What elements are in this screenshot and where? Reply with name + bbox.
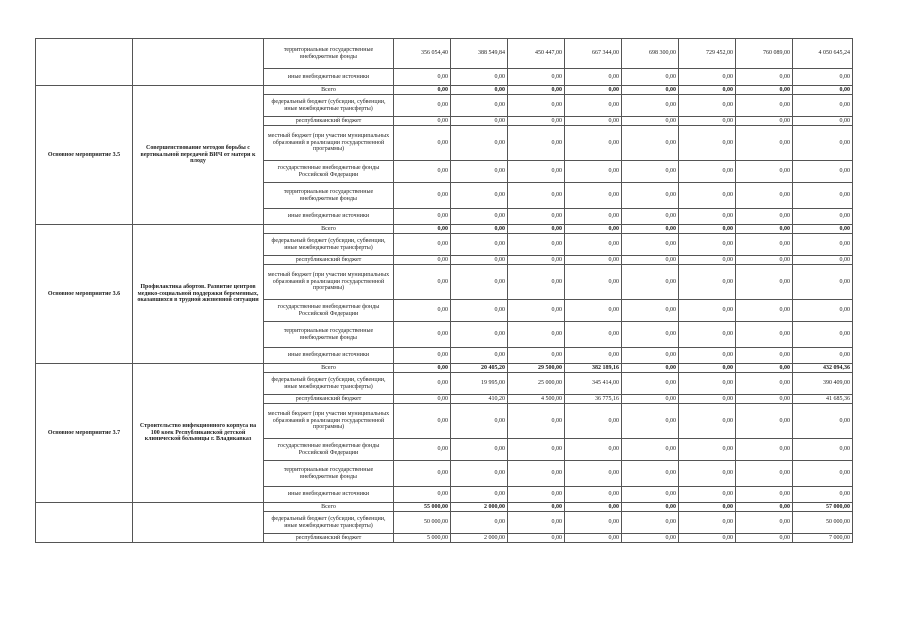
year-value-cell: 0,00 <box>622 117 679 126</box>
year-value-cell: 0,00 <box>451 209 508 225</box>
table-row <box>36 39 853 69</box>
year-value-cell: 0,00 <box>622 95 679 117</box>
year-value-cell: 0,00 <box>451 183 508 209</box>
year-value-cell: 0,00 <box>565 487 622 503</box>
year-value-cell: 2 000,00 <box>451 503 508 512</box>
year-value-cell: 0,00 <box>679 512 736 534</box>
year-value-cell: 0,00 <box>679 265 736 300</box>
year-value-cell: 0,00 <box>736 404 793 439</box>
funding-source-cell: государственные внебюджетные фонды Российской Федерации <box>264 161 394 183</box>
year-value-cell: 0,00 <box>451 322 508 348</box>
year-value-cell: 55 000,00 <box>394 503 451 512</box>
year-value-cell: 0,00 <box>565 225 622 234</box>
year-value-cell: 0,00 <box>736 461 793 487</box>
year-value-cell: 50 000,00 <box>394 512 451 534</box>
year-value-cell: 0,00 <box>508 183 565 209</box>
year-value-cell: 0,00 <box>508 534 565 543</box>
total-value-cell: 41 685,36 <box>793 395 853 404</box>
year-value-cell: 0,00 <box>394 461 451 487</box>
year-value-cell: 667 344,00 <box>565 39 622 69</box>
year-value-cell: 0,00 <box>451 161 508 183</box>
year-value-cell: 0,00 <box>622 86 679 95</box>
year-value-cell: 0,00 <box>736 86 793 95</box>
year-value-cell: 0,00 <box>508 69 565 86</box>
total-value-cell: 0,00 <box>793 126 853 161</box>
year-value-cell: 450 447,00 <box>508 39 565 69</box>
year-value-cell: 382 189,16 <box>565 364 622 373</box>
year-value-cell: 0,00 <box>679 439 736 461</box>
year-value-cell: 0,00 <box>451 265 508 300</box>
year-value-cell: 0,00 <box>394 86 451 95</box>
year-value-cell: 0,00 <box>508 117 565 126</box>
year-value-cell: 0,00 <box>736 183 793 209</box>
year-value-cell: 0,00 <box>451 256 508 265</box>
funding-source-cell: иные внебюджетные источники <box>264 209 394 225</box>
year-value-cell: 0,00 <box>394 225 451 234</box>
funding-source-cell: федеральный бюджет (субсидии, субвенции, иные межбюджетные трансферты) <box>264 234 394 256</box>
year-value-cell: 0,00 <box>736 300 793 322</box>
funding-source-cell: федеральный бюджет (субсидии, субвенции, иные межбюджетные трансферты) <box>264 512 394 534</box>
year-value-cell: 0,00 <box>679 209 736 225</box>
year-value-cell: 0,00 <box>394 95 451 117</box>
year-value-cell: 0,00 <box>451 225 508 234</box>
year-value-cell: 0,00 <box>565 461 622 487</box>
year-value-cell: 0,00 <box>622 395 679 404</box>
year-value-cell: 0,00 <box>679 461 736 487</box>
year-value-cell: 0,00 <box>565 117 622 126</box>
year-value-cell: 0,00 <box>451 69 508 86</box>
year-value-cell: 0,00 <box>508 503 565 512</box>
year-value-cell: 0,00 <box>508 439 565 461</box>
year-value-cell: 0,00 <box>565 209 622 225</box>
total-value-cell: 0,00 <box>793 487 853 503</box>
year-value-cell: 0,00 <box>622 348 679 364</box>
year-value-cell: 0,00 <box>451 404 508 439</box>
year-value-cell: 0,00 <box>679 373 736 395</box>
year-value-cell: 0,00 <box>451 126 508 161</box>
total-value-cell: 7 000,00 <box>793 534 853 543</box>
total-value-cell: 0,00 <box>793 69 853 86</box>
year-value-cell: 0,00 <box>508 265 565 300</box>
total-value-cell: 0,00 <box>793 265 853 300</box>
year-value-cell: 0,00 <box>565 256 622 265</box>
year-value-cell: 0,00 <box>508 95 565 117</box>
funding-source-cell: Всего <box>264 364 394 373</box>
year-value-cell: 0,00 <box>394 373 451 395</box>
year-value-cell: 0,00 <box>622 161 679 183</box>
funding-source-cell: республиканский бюджет <box>264 256 394 265</box>
year-value-cell: 0,00 <box>565 69 622 86</box>
funding-source-cell: федеральный бюджет (субсидии, субвенции, иные межбюджетные трансферты) <box>264 95 394 117</box>
year-value-cell: 0,00 <box>394 209 451 225</box>
total-value-cell: 0,00 <box>793 95 853 117</box>
year-value-cell: 0,00 <box>622 256 679 265</box>
year-value-cell: 0,00 <box>622 322 679 348</box>
year-value-cell: 0,00 <box>451 512 508 534</box>
year-value-cell: 0,00 <box>394 439 451 461</box>
year-value-cell: 0,00 <box>736 322 793 348</box>
total-value-cell: 0,00 <box>793 117 853 126</box>
year-value-cell: 0,00 <box>565 86 622 95</box>
funding-source-cell: государственные внебюджетные фонды Российской Федерации <box>264 439 394 461</box>
funding-source-cell: Всего <box>264 503 394 512</box>
year-value-cell: 0,00 <box>736 534 793 543</box>
year-value-cell: 0,00 <box>394 69 451 86</box>
table-row-total <box>36 86 853 95</box>
total-value-cell: 0,00 <box>793 348 853 364</box>
year-value-cell: 0,00 <box>736 95 793 117</box>
total-value-cell: 390 409,00 <box>793 373 853 395</box>
year-value-cell: 0,00 <box>394 265 451 300</box>
year-value-cell: 760 089,00 <box>736 39 793 69</box>
year-value-cell: 0,00 <box>508 209 565 225</box>
total-value-cell: 0,00 <box>793 161 853 183</box>
year-value-cell: 0,00 <box>622 234 679 256</box>
year-value-cell: 0,00 <box>622 364 679 373</box>
total-value-cell: 0,00 <box>793 256 853 265</box>
year-value-cell: 0,00 <box>394 126 451 161</box>
year-value-cell: 388 549,84 <box>451 39 508 69</box>
funding-source-cell: республиканский бюджет <box>264 395 394 404</box>
year-value-cell: 0,00 <box>736 225 793 234</box>
year-value-cell: 0,00 <box>394 117 451 126</box>
measure-cell <box>36 39 133 86</box>
total-value-cell: 0,00 <box>793 322 853 348</box>
year-value-cell: 0,00 <box>736 256 793 265</box>
year-value-cell: 4 500,00 <box>508 395 565 404</box>
funding-source-cell: иные внебюджетные источники <box>264 487 394 503</box>
year-value-cell: 0,00 <box>394 234 451 256</box>
funding-source-cell: республиканский бюджет <box>264 117 394 126</box>
funding-source-cell: государственные внебюджетные фонды Российской Федерации <box>264 300 394 322</box>
year-value-cell: 0,00 <box>679 256 736 265</box>
year-value-cell: 0,00 <box>736 439 793 461</box>
year-value-cell: 0,00 <box>679 348 736 364</box>
year-value-cell: 0,00 <box>736 395 793 404</box>
year-value-cell: 0,00 <box>508 487 565 503</box>
year-value-cell: 36 775,16 <box>565 395 622 404</box>
year-value-cell: 0,00 <box>394 487 451 503</box>
funding-source-cell: Всего <box>264 86 394 95</box>
year-value-cell: 0,00 <box>394 322 451 348</box>
year-value-cell: 0,00 <box>565 503 622 512</box>
funding-source-cell: местный бюджет (при участии муниципальных образований в реализации государственной программы) <box>264 265 394 300</box>
year-value-cell: 0,00 <box>508 161 565 183</box>
year-value-cell: 0,00 <box>508 404 565 439</box>
year-value-cell: 0,00 <box>394 395 451 404</box>
funding-source-cell: федеральный бюджет (субсидии, субвенции, иные межбюджетные трансферты) <box>264 373 394 395</box>
table-row-total <box>36 364 853 373</box>
year-value-cell: 410,20 <box>451 395 508 404</box>
year-value-cell: 0,00 <box>736 117 793 126</box>
year-value-cell: 0,00 <box>736 348 793 364</box>
year-value-cell: 0,00 <box>451 86 508 95</box>
year-value-cell: 0,00 <box>622 183 679 209</box>
year-value-cell: 0,00 <box>679 183 736 209</box>
budget-table <box>35 38 853 543</box>
year-value-cell: 0,00 <box>679 161 736 183</box>
description-cell: Совершенствование методов борьбы с вертикальной передачей ВИЧ от матери к плоду <box>133 86 264 225</box>
year-value-cell: 345 414,00 <box>565 373 622 395</box>
funding-source-cell: территориальные государственные внебюджетные фонды <box>264 322 394 348</box>
year-value-cell: 0,00 <box>451 348 508 364</box>
funding-source-cell: Всего <box>264 225 394 234</box>
year-value-cell: 20 405,20 <box>451 364 508 373</box>
year-value-cell: 0,00 <box>622 265 679 300</box>
total-value-cell: 432 094,36 <box>793 364 853 373</box>
year-value-cell: 0,00 <box>679 487 736 503</box>
year-value-cell: 0,00 <box>679 234 736 256</box>
year-value-cell: 0,00 <box>508 348 565 364</box>
total-value-cell: 0,00 <box>793 209 853 225</box>
year-value-cell: 0,00 <box>451 95 508 117</box>
table-row-total <box>36 503 853 512</box>
year-value-cell: 0,00 <box>736 265 793 300</box>
year-value-cell: 0,00 <box>565 300 622 322</box>
year-value-cell: 0,00 <box>679 126 736 161</box>
description-cell <box>133 39 264 86</box>
year-value-cell: 0,00 <box>622 503 679 512</box>
measure-cell: Основное мероприятие 3.5 <box>36 86 133 225</box>
year-value-cell: 0,00 <box>451 117 508 126</box>
year-value-cell: 356 054,40 <box>394 39 451 69</box>
funding-source-cell: территориальные государственные внебюджетные фонды <box>264 183 394 209</box>
year-value-cell: 0,00 <box>508 86 565 95</box>
year-value-cell: 0,00 <box>736 512 793 534</box>
year-value-cell: 0,00 <box>508 300 565 322</box>
funding-source-cell: территориальные государственные внебюджетные фонды <box>264 39 394 69</box>
year-value-cell: 0,00 <box>622 300 679 322</box>
year-value-cell: 19 995,00 <box>451 373 508 395</box>
year-value-cell: 0,00 <box>679 404 736 439</box>
year-value-cell: 0,00 <box>679 86 736 95</box>
year-value-cell: 0,00 <box>451 300 508 322</box>
year-value-cell: 0,00 <box>565 234 622 256</box>
year-value-cell: 0,00 <box>622 69 679 86</box>
year-value-cell: 0,00 <box>622 487 679 503</box>
table-row-total <box>36 225 853 234</box>
year-value-cell: 0,00 <box>622 209 679 225</box>
measure-cell <box>36 503 133 543</box>
funding-source-cell: местный бюджет (при участии муниципальных образований в реализации государственной программы) <box>264 126 394 161</box>
year-value-cell: 0,00 <box>565 161 622 183</box>
year-value-cell: 0,00 <box>565 322 622 348</box>
total-value-cell: 0,00 <box>793 439 853 461</box>
year-value-cell: 0,00 <box>565 265 622 300</box>
total-value-cell: 0,00 <box>793 461 853 487</box>
year-value-cell: 5 000,00 <box>394 534 451 543</box>
year-value-cell: 0,00 <box>565 348 622 364</box>
year-value-cell: 0,00 <box>565 512 622 534</box>
table-body <box>36 39 853 543</box>
year-value-cell: 0,00 <box>508 126 565 161</box>
year-value-cell: 0,00 <box>679 322 736 348</box>
year-value-cell: 0,00 <box>508 256 565 265</box>
year-value-cell: 0,00 <box>565 439 622 461</box>
total-value-cell: 0,00 <box>793 225 853 234</box>
year-value-cell: 0,00 <box>679 395 736 404</box>
year-value-cell: 0,00 <box>451 439 508 461</box>
year-value-cell: 0,00 <box>736 487 793 503</box>
year-value-cell: 0,00 <box>394 256 451 265</box>
year-value-cell: 0,00 <box>736 364 793 373</box>
year-value-cell: 0,00 <box>736 503 793 512</box>
year-value-cell: 0,00 <box>622 461 679 487</box>
year-value-cell: 0,00 <box>565 404 622 439</box>
year-value-cell: 0,00 <box>679 364 736 373</box>
total-value-cell: 4 050 645,24 <box>793 39 853 69</box>
year-value-cell: 0,00 <box>565 95 622 117</box>
year-value-cell: 0,00 <box>508 461 565 487</box>
year-value-cell: 0,00 <box>508 234 565 256</box>
year-value-cell: 0,00 <box>565 126 622 161</box>
year-value-cell: 0,00 <box>622 534 679 543</box>
year-value-cell: 0,00 <box>394 161 451 183</box>
year-value-cell: 0,00 <box>451 461 508 487</box>
year-value-cell: 0,00 <box>565 183 622 209</box>
year-value-cell: 0,00 <box>451 487 508 503</box>
year-value-cell: 0,00 <box>679 95 736 117</box>
year-value-cell: 0,00 <box>679 503 736 512</box>
year-value-cell: 0,00 <box>622 512 679 534</box>
year-value-cell: 0,00 <box>565 534 622 543</box>
year-value-cell: 0,00 <box>451 234 508 256</box>
year-value-cell: 0,00 <box>622 225 679 234</box>
total-value-cell: 0,00 <box>793 300 853 322</box>
total-value-cell: 0,00 <box>793 404 853 439</box>
year-value-cell: 0,00 <box>622 404 679 439</box>
measure-cell: Основное мероприятие 3.6 <box>36 225 133 364</box>
total-value-cell: 50 000,00 <box>793 512 853 534</box>
year-value-cell: 0,00 <box>736 69 793 86</box>
total-value-cell: 0,00 <box>793 183 853 209</box>
total-value-cell: 0,00 <box>793 234 853 256</box>
year-value-cell: 0,00 <box>736 209 793 225</box>
year-value-cell: 29 500,00 <box>508 364 565 373</box>
description-cell <box>133 503 264 543</box>
year-value-cell: 0,00 <box>394 300 451 322</box>
funding-source-cell: территориальные государственные внебюджетные фонды <box>264 461 394 487</box>
year-value-cell: 0,00 <box>394 183 451 209</box>
year-value-cell: 0,00 <box>394 348 451 364</box>
year-value-cell: 0,00 <box>736 126 793 161</box>
year-value-cell: 0,00 <box>508 322 565 348</box>
year-value-cell: 0,00 <box>394 404 451 439</box>
year-value-cell: 0,00 <box>394 364 451 373</box>
total-value-cell: 57 000,00 <box>793 503 853 512</box>
year-value-cell: 0,00 <box>622 439 679 461</box>
year-value-cell: 25 000,00 <box>508 373 565 395</box>
description-cell: Профилактика абортов. Развитие центров медико-социальной поддержки беременных, оказавшихся в трудной жизненной ситуации <box>133 225 264 364</box>
year-value-cell: 0,00 <box>508 512 565 534</box>
year-value-cell: 0,00 <box>679 69 736 86</box>
year-value-cell: 2 000,00 <box>451 534 508 543</box>
measure-cell: Основное мероприятие 3.7 <box>36 364 133 503</box>
year-value-cell: 0,00 <box>622 126 679 161</box>
funding-source-cell: иные внебюджетные источники <box>264 348 394 364</box>
year-value-cell: 729 452,00 <box>679 39 736 69</box>
year-value-cell: 0,00 <box>736 161 793 183</box>
year-value-cell: 0,00 <box>679 117 736 126</box>
year-value-cell: 0,00 <box>508 225 565 234</box>
year-value-cell: 0,00 <box>736 234 793 256</box>
description-cell: Строительство инфекционного корпуса на 100 коек Республиканской детской клинической больницы г. Владикавказ <box>133 364 264 503</box>
year-value-cell: 0,00 <box>679 534 736 543</box>
year-value-cell: 698 300,00 <box>622 39 679 69</box>
year-value-cell: 0,00 <box>679 225 736 234</box>
year-value-cell: 0,00 <box>679 300 736 322</box>
total-value-cell: 0,00 <box>793 86 853 95</box>
year-value-cell: 0,00 <box>736 373 793 395</box>
year-value-cell: 0,00 <box>622 373 679 395</box>
funding-source-cell: иные внебюджетные источники <box>264 69 394 86</box>
funding-source-cell: республиканский бюджет <box>264 534 394 543</box>
funding-source-cell: местный бюджет (при участии муниципальных образований в реализации государственной программы) <box>264 404 394 439</box>
